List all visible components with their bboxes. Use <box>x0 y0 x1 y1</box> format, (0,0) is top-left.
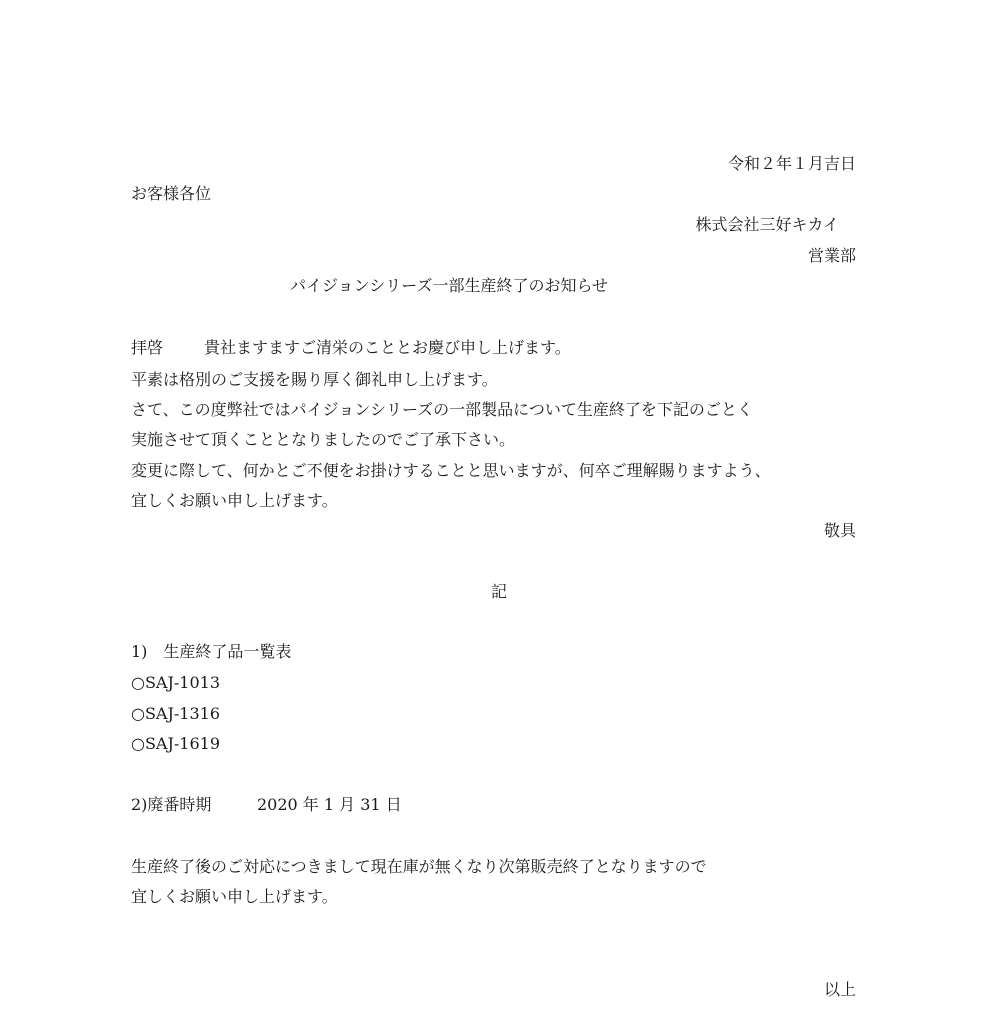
body-paragraph-line: 平素は格別のご支援を賜り厚く御礼申し上げます。 <box>131 370 498 389</box>
body-paragraph-line: 変更に際して、何かとご不便をお掛けすることと思いますが、何卒ご理解賜りますよう、 <box>131 461 771 480</box>
greeting-text: 貴社ますますご清栄のこととお慶び申し上げます。 <box>204 338 571 357</box>
department-name: 営業部 <box>807 246 856 265</box>
closing-paragraph-line: 生産終了後のご対応につきまして現在庫が無くなり次第販売終了となりますので <box>131 857 707 876</box>
closing-paragraph-line: 宜しくお願い申し上げます。 <box>131 887 338 906</box>
body-paragraph-line: 宜しくお願い申し上げます。 <box>131 491 338 510</box>
ki-heading: 記 <box>491 582 508 601</box>
discontinued-list-heading: 1) 生産終了品一覧表 <box>131 642 292 661</box>
discontinuation-date-label: 2)廃番時期 <box>131 795 212 814</box>
addressee: お客様各位 <box>131 184 212 203</box>
list-item: ○SAJ-1013 <box>131 673 221 692</box>
list-item: ○SAJ-1619 <box>131 734 221 753</box>
company-name: 株式会社三好キカイ <box>695 215 839 234</box>
ijo-end-mark: 以上 <box>823 980 856 999</box>
discontinuation-date-value: 2020 年 1 月 31 日 <box>257 795 402 814</box>
body-paragraph-line: さて、この度弊社ではパイジョンシリーズの一部製品について生産終了を下記のごとく <box>131 400 753 419</box>
body-paragraph-line: 実施させて頂くこととなりましたのでご了承下さい。 <box>131 430 516 449</box>
keigu-closing: 敬具 <box>823 521 856 540</box>
haikei-label: 拝啓 <box>131 338 164 357</box>
list-item: ○SAJ-1316 <box>131 704 221 723</box>
document-date: 令和２年１月吉日 <box>727 154 856 173</box>
document-title: パイジョンシリーズ一部生産終了のお知らせ <box>290 276 609 295</box>
